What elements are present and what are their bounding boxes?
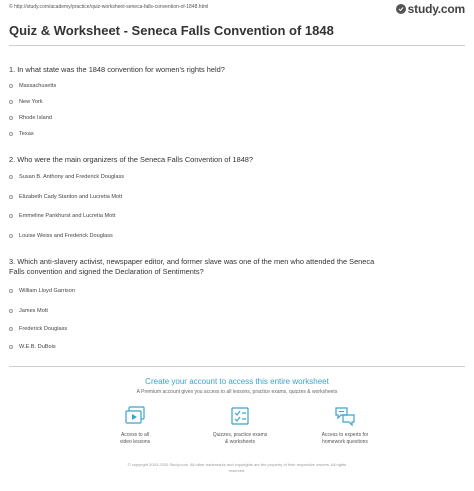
question-1-option-1[interactable] bbox=[9, 83, 56, 89]
create-account-link[interactable]: Create your account to access this entire worksheet bbox=[145, 377, 329, 386]
question-1-option-2[interactable] bbox=[9, 99, 43, 105]
copyright-line: reserved. bbox=[228, 467, 246, 473]
quizzes-icon bbox=[229, 405, 251, 427]
radio-button[interactable] bbox=[9, 132, 13, 136]
option-label: James Mott bbox=[19, 308, 48, 314]
radio-button[interactable] bbox=[9, 175, 13, 179]
feature-line: & worksheets bbox=[224, 438, 255, 445]
radio-button[interactable] bbox=[9, 214, 13, 218]
feature-line: homework questions bbox=[322, 438, 368, 445]
question-2-text: 2. Who were the main organizers of the Seneca Falls Convention of 1848? bbox=[9, 155, 254, 164]
option-label: Massachusetts bbox=[19, 83, 57, 89]
premium-features bbox=[90, 405, 390, 445]
feature-line: Access to all bbox=[120, 432, 150, 438]
option-label: New York bbox=[19, 99, 43, 105]
question-3-option-3[interactable] bbox=[9, 326, 67, 332]
question-3-line-1: 3. Which anti-slavery activist, newspaper editor, and former slave was one of the men who attended the Seneca bbox=[9, 257, 375, 266]
radio-button[interactable] bbox=[9, 309, 13, 313]
page-title: Quiz & Worksheet - Seneca Falls Convention of 1848 bbox=[9, 23, 334, 38]
promo-subtitle: A Premium account gives you access to all lessons, practice exams, quizzes & worksheets bbox=[136, 389, 338, 395]
divider bbox=[9, 366, 465, 367]
question-1-option-4[interactable] bbox=[9, 131, 34, 137]
option-label: W.E.B. DuBois bbox=[19, 344, 56, 350]
radio-button[interactable] bbox=[9, 345, 13, 349]
feature-line: video lessons bbox=[119, 438, 151, 445]
radio-button[interactable] bbox=[9, 289, 13, 293]
page-url: © http://study.com/academy/practice/quiz-worksheet-seneca-falls-convention-of-1848.html bbox=[9, 4, 209, 10]
question-2-option-3[interactable] bbox=[9, 213, 115, 219]
video-lessons-icon bbox=[124, 405, 146, 427]
radio-button[interactable] bbox=[9, 116, 13, 120]
question-3-option-2[interactable] bbox=[9, 308, 48, 314]
option-label: Rhode Island bbox=[19, 115, 52, 121]
logo-text: study.com bbox=[407, 2, 465, 16]
option-label: William Lloyd Garrison bbox=[19, 288, 75, 294]
feature-line: Access to experts for bbox=[321, 432, 369, 438]
question-2-option-1[interactable] bbox=[9, 174, 124, 180]
radio-button[interactable] bbox=[9, 327, 13, 331]
radio-button[interactable] bbox=[9, 84, 13, 88]
question-1-option-3[interactable] bbox=[9, 115, 52, 121]
divider bbox=[9, 45, 465, 46]
question-2-option-4[interactable] bbox=[9, 233, 113, 239]
radio-button[interactable] bbox=[9, 234, 13, 238]
option-label: Texas bbox=[19, 131, 34, 137]
question-3-text bbox=[9, 257, 465, 277]
question-2-option-2[interactable] bbox=[9, 194, 122, 200]
feature-quizzes bbox=[195, 405, 285, 445]
study-logo-icon bbox=[396, 4, 406, 14]
question-3-option-4[interactable] bbox=[9, 344, 56, 350]
radio-button[interactable] bbox=[9, 195, 13, 199]
feature-video-lessons bbox=[90, 405, 180, 445]
feature-line: Quizzes, practice exams bbox=[212, 432, 268, 438]
study-logo[interactable] bbox=[396, 2, 465, 16]
option-label: Frederick Douglass bbox=[19, 326, 68, 332]
experts-icon bbox=[334, 405, 356, 427]
option-label: Emmeline Pankhurst and Lucretia Mott bbox=[19, 213, 116, 219]
question-1-text: 1. In what state was the 1848 convention for women's rights held? bbox=[9, 65, 225, 74]
question-3-option-1[interactable] bbox=[9, 288, 75, 294]
question-3-line-2: Falls convention and signed the Declaration of Sentiments? bbox=[9, 267, 204, 276]
copyright-notice bbox=[60, 462, 414, 473]
option-label: Louise Weiss and Frederick Douglass bbox=[19, 233, 113, 239]
feature-experts bbox=[300, 405, 390, 445]
option-label: Elizabeth Cady Stanton and Lucretia Mott bbox=[19, 194, 123, 200]
radio-button[interactable] bbox=[9, 100, 13, 104]
copyright-line: © copyright 2003-2020 Study.com. All other trademarks and copyrights are the property of their respective owners. All rights bbox=[127, 462, 347, 467]
option-label: Susan B. Anthony and Frederick Douglass bbox=[19, 174, 125, 180]
